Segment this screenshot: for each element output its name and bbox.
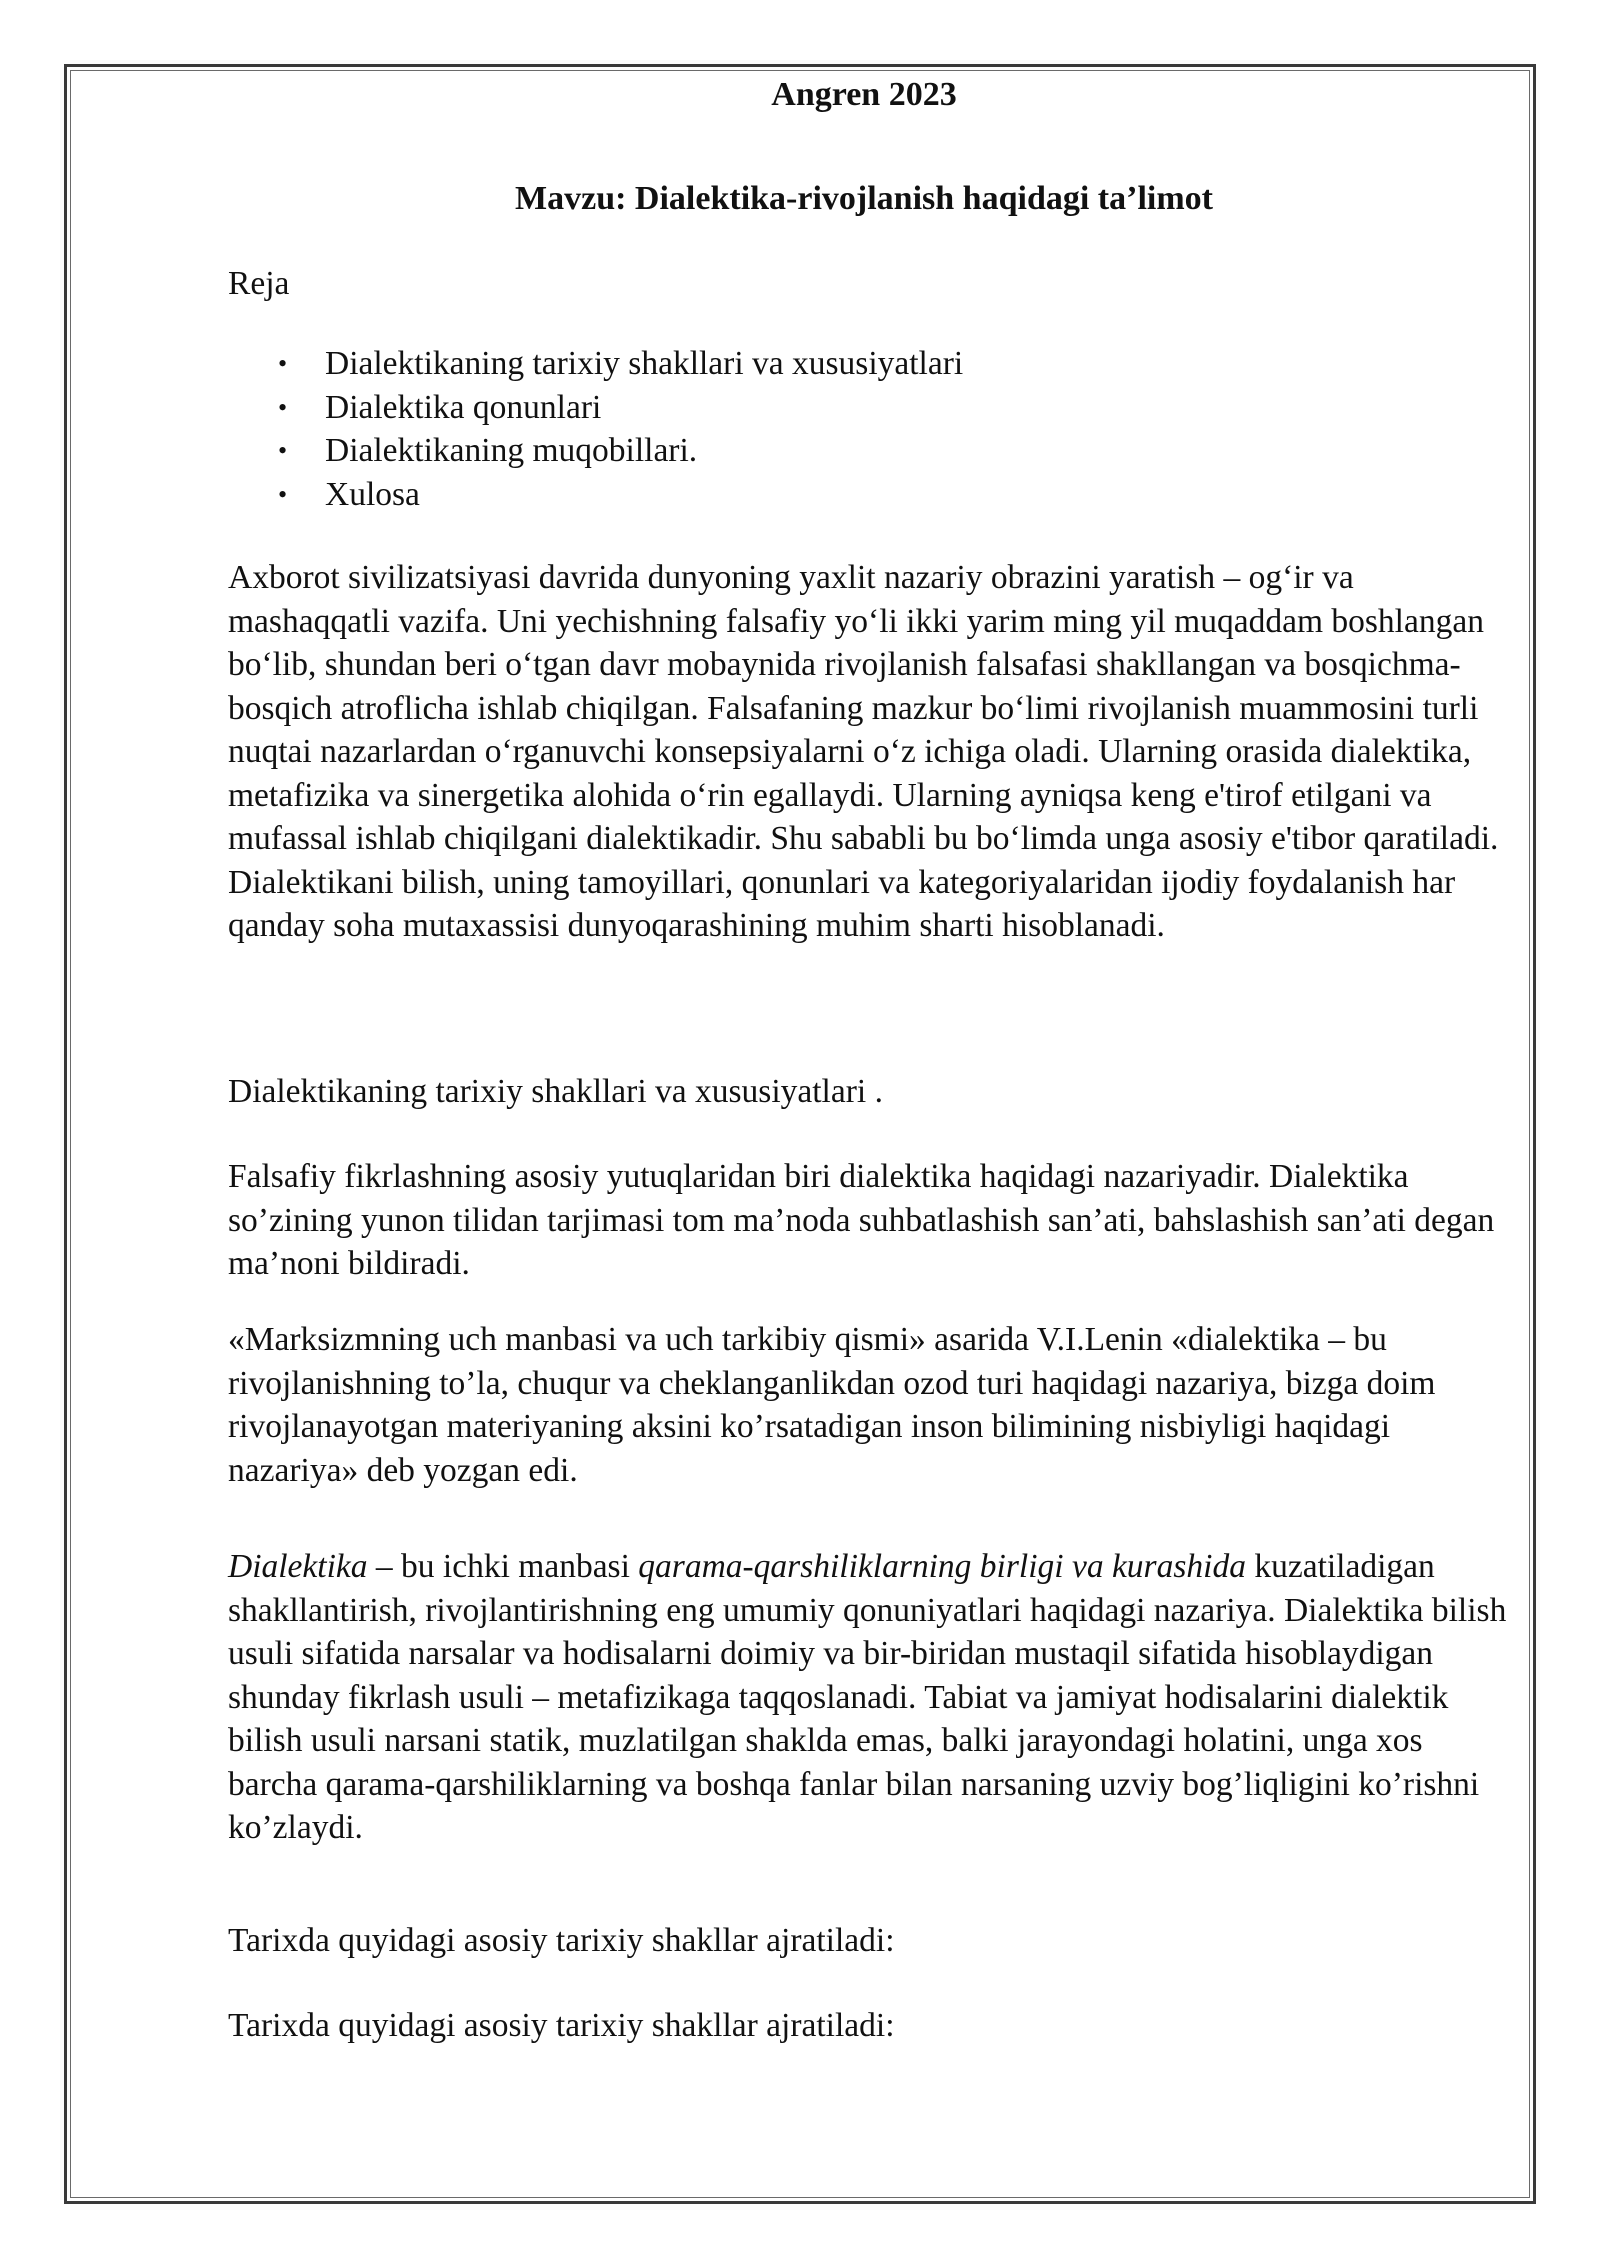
bullet-icon: •	[278, 479, 288, 509]
plan-item-label: Dialektikaning muqobillari.	[325, 432, 698, 469]
dialectics-italic-phrase: qarama-qarshiliklarning birligi va kurashida	[638, 1548, 1246, 1585]
plan-item-label: Xulosa	[325, 475, 420, 513]
bullet-icon: •	[278, 392, 288, 422]
plan-item-label: Dialektikaning tarixiy shakllari va xususiyatlari	[325, 345, 964, 382]
dialectics-term: Dialektika	[228, 1548, 368, 1585]
plan-heading: Reja	[228, 265, 290, 302]
definition-paragraph: Falsafiy fikrlashning asosiy yutuqlaridan biri dialektika haqidagi nazariyadir. Dialektika so’zining yunon tilidan tarjimasi tom ma’noda suhbatlashish san’ati, bahslashish san’ati degan ma’noni bildiradi.	[228, 1158, 1495, 1282]
bullet-icon: •	[278, 349, 288, 378]
bullet-icon: •	[278, 436, 288, 465]
plan-item	[228, 473, 963, 517]
plan-item-label: Dialektika qonunlari	[325, 388, 602, 426]
city-year: Angren 2023	[771, 76, 957, 113]
intro-paragraph: Axborot sivilizatsiyasi davrida dunyoning yaxlit nazariy obrazini yaratish – og‘ir va mashaqqatli vazifa. Uni yechishning falsafiy yo‘li ikki yarim ming yil muqaddam boshlangan bo‘lib, shundan beri o‘tgan davr mobaynida rivojlanish falsafasi shakllangan va bosqichma-bosqich atroflicha ishlab chiqilgan. Falsafaning mazkur bo‘limi rivojlanish muammosini turli nuqtai nazarlardan o‘rganuvchi konsepsiyalarni o‘z ichiga oladi. Ularning orasida dialektika, metafizika va sinergetika alohida o‘rin egallaydi. Ularning ayniqsa keng e'tirof etilgani va mufassal ishlab chiqilgani dialektikadir. Shu sababli bu bo‘limda unga asosiy e'tibor qaratiladi. Dialektikani bilish, uning tamoyillari, qonunlari va kategoriyalaridan ijodiy foydalanish har qanday soha mutaxassisi dunyoqarashining muhim sharti hisoblanadi.	[228, 559, 1499, 944]
plan-item	[228, 429, 963, 473]
document-title: Mavzu: Dialektika-rivojlanish haqidagi ta’limot	[515, 180, 1213, 217]
dialectics-definition-paragraph	[228, 1545, 1513, 1850]
dialectics-dash-text: – bu ichki manbasi	[367, 1548, 639, 1585]
plan-item	[228, 386, 963, 430]
historic-forms-line: Tarixda quyidagi asosiy tarixiy shakllar ajratiladi:	[228, 1922, 895, 1959]
lenin-quote-paragraph: «Marksizmning uch manbasi va uch tarkibiy qismi» asarida V.I.Lenin «dialektika – bu rivojlanishning to’la, chuqur va cheklanganlikdan ozod turi haqidagi nazariya, bizga doim rivojlanayotgan materiyaning aksini ko’rsatadigan inson bilimining nisbiyligi haqidagi nazariya» deb yozgan edi.	[228, 1321, 1436, 1489]
plan-item	[228, 342, 963, 386]
plan-list	[228, 342, 963, 516]
historic-forms-line-repeat: Tarixda quyidagi asosiy tarixiy shakllar ajratiladi:	[228, 2007, 895, 2044]
dialectics-rest-text: kuzatiladigan shakllantirish, rivojlantirishning eng umumiy qonuniyatlari haqidagi nazariya. Dialektika bilish usuli sifatida narsalar va hodisalarni doimiy va bir-biridan mustaqil sifatida hisoblaydigan shunday fikrlash usuli – metafizikaga taqqoslanadi. Tabiat va jamiyat hodisalarini dialektik bilish usuli narsani statik, muzlatilgan shaklda emas, balki jarayondagi holatini, unga xos barcha qarama-qarshiliklarning va boshqa fanlar bilan narsaning uzviy bog’liqligini ko’rishni ko’zlaydi.	[228, 1548, 1507, 1846]
section-heading: Dialektikaning tarixiy shakllari va xususiyatlari .	[228, 1073, 883, 1110]
